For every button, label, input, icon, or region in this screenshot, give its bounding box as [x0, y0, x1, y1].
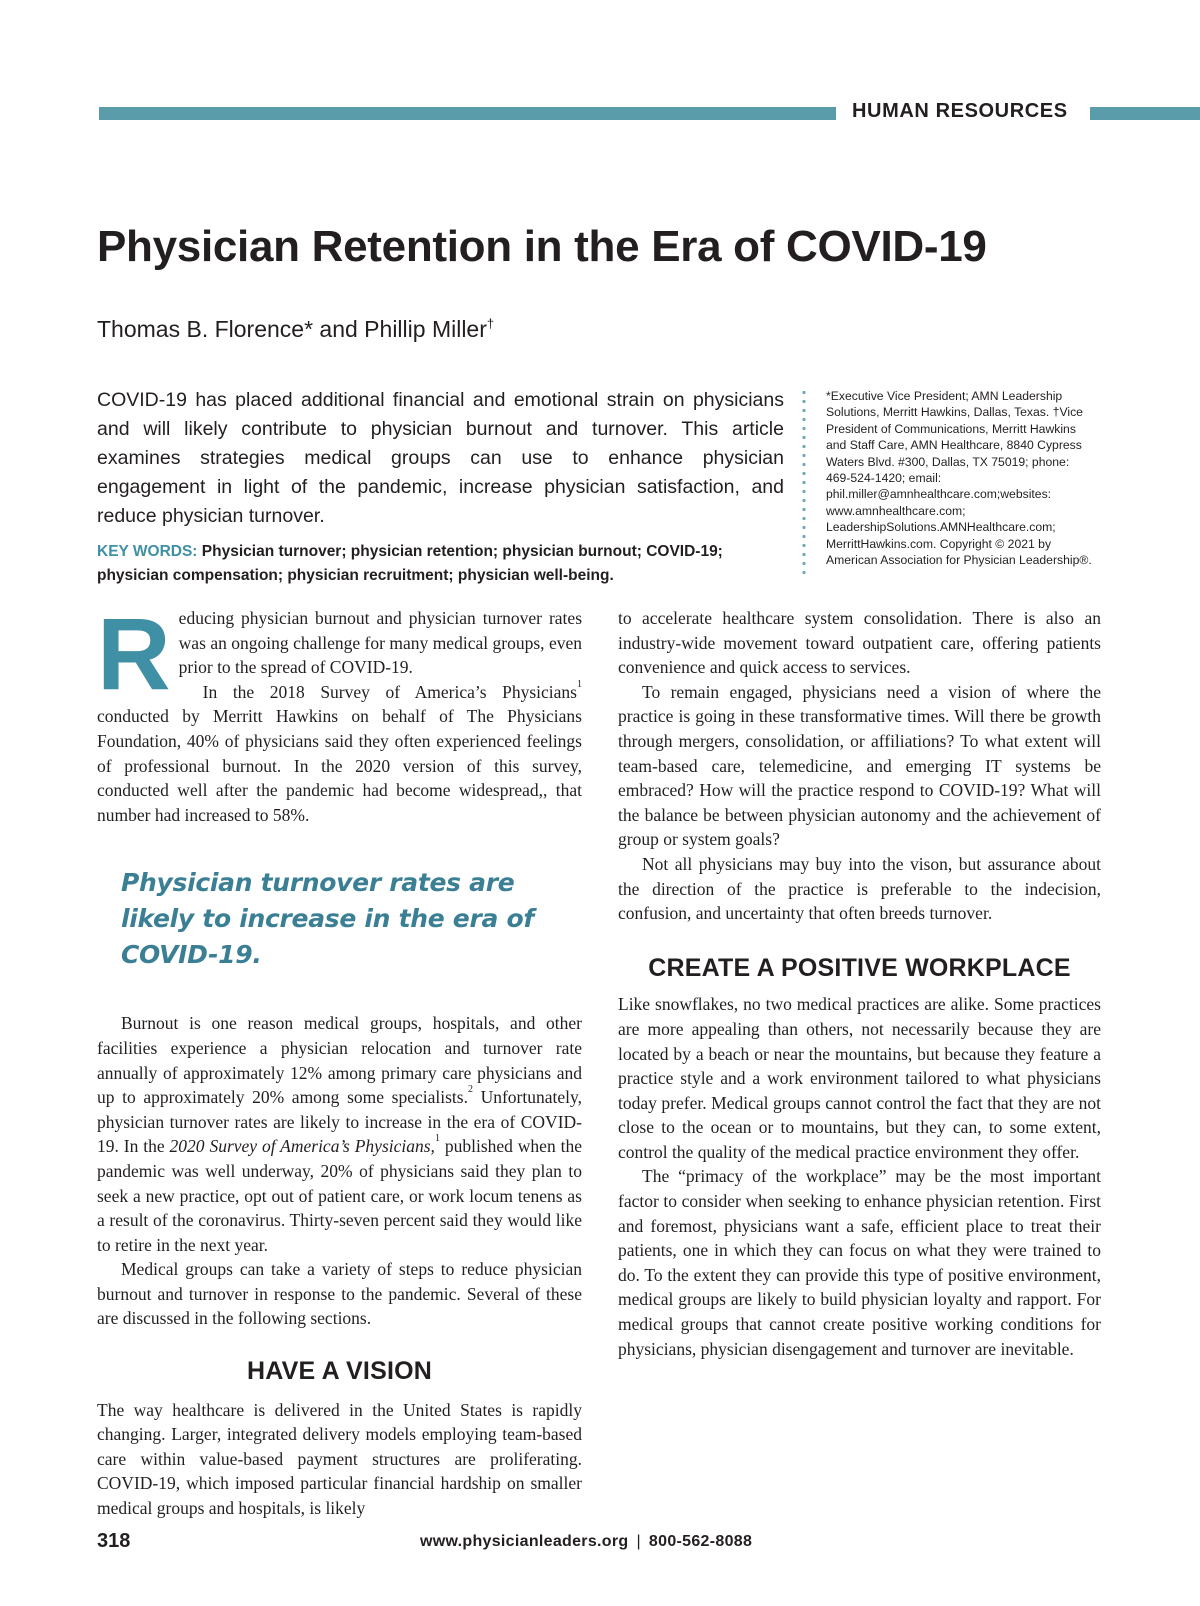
paragraph-consolidation: to accelerate healthcare system consolidation. There is also an industry-wide movement toward outpatient care, offering patients convenience and quick access to services. [618, 608, 1101, 678]
heading-create-positive-workplace: CREATE A POSITIVE WORKPLACE [648, 953, 1071, 982]
keywords [97, 540, 787, 588]
paragraph-turnover-text-c: published when the pandemic was well underway, 20% of physicians said they plan to seek a new practice, opt out of patient care, or work locum tenens as a result of the coronavirus. Thirty-seven percent said they would like to retire in the next year. [97, 1136, 582, 1255]
intro-text: educing physician burnout and physician turnover rates was an ongoing challenge for many medical groups, even prior to the spread of COVID-19. [178, 608, 582, 678]
paragraph-assurance: Not all physicians may buy into the vison, but assurance about the direction of the practice is preferable to the indecision, confusion, and uncertainty that often breeds turnover. [618, 853, 1101, 924]
paragraph-engagement: To remain engaged, physicians need a vision of where the practice is going in these transformative times. Will there be growth through mergers, consolidation, or affiliations? To what extent will team-based care, telemedicine, and emerging IT systems be embraced? How will the practice respond to COVID-19? What will the balance be between physician autonomy and the achievement of group or system goals? [618, 681, 1101, 850]
reference-marker: 1 [577, 678, 582, 690]
page-number: 318 [97, 1530, 131, 1552]
author-affiliations: *Executive Vice President; AMN Leadership Solutions, Merritt Hawkins, Dallas, Texas. †Vice President of Communications, Merritt Hawkins and Staff Care, AMN Healthcare, 8840 Cypress Waters Blvd. #300, Dallas, TX 75019; phone: 469-524-1420; email: phil.miller@amnhealthcare.com;websites: www.amnhealthcare.com; LeadershipSolutions.AMNHealthcare.com; MerrittHawkins.com. Copyright © 2021 by American Association for Physician Leadership®. [826, 389, 1092, 568]
paragraph-survey-text-a: In the 2018 Survey of America’s Physicians [202, 681, 577, 702]
survey-title-italic: 2020 Survey of America’s Physicians, [169, 1136, 435, 1157]
paragraph-snowflakes: Like snowflakes, no two medical practices are alike. Some practices are more appealing than others, not necessarily because they are located by a beach or near the mountains, but because they feature a practice style and a work environment tailored to what physicians today prefer. Medical groups cannot control the fact that they are not close to the ocean or to mountains, but they can, to some extent, control the quality of the medical practice environment they offer. [618, 994, 1101, 1162]
section-label: HUMAN RESOURCES [852, 100, 1068, 122]
article-abstract: COVID-19 has placed additional financial and emotional strain on physicians and will likely contribute to physician burnout and turnover. This article examines strategies medical groups can use to enhance physician engagement in light of the pandemic, increase physician satisfaction, and reduce physician turnover. [97, 389, 784, 527]
paragraph-steps: Medical groups can take a variety of steps to reduce physician burnout and turnover in response to the pandemic. Several of these are discussed in the following sections. [97, 1259, 582, 1329]
article-authors [97, 316, 494, 343]
paragraph-turnover-text-a: Burnout is one reason medical groups, hospitals, and other facilities experience a physician relocation and turnover rate annually of approximately 12% among primary care physicians and up to approximately 20% among some specialists. [97, 1013, 582, 1108]
dotted-divider [802, 388, 806, 578]
section-bar-left [99, 107, 836, 120]
author-names: Thomas B. Florence* and Phillip Miller [97, 316, 487, 342]
paragraph-primacy: The “primacy of the workplace” may be the most important factor to consider when seeking to enhance physician retention. First and foremost, physicians want a safe, efficient place to treat their patients, one in which they can focus on what they were trained to do. To the extent they can provide this type of positive environment, medical groups are likely to build physician loyalty and rapport. For medical groups that cannot create positive working conditions for physicians, physician disengagement and turnover are inevitable. [618, 1166, 1101, 1359]
article-title: Physician Retention in the Era of COVID-19 [97, 222, 987, 271]
footer-contact [420, 1533, 752, 1551]
paragraph-survey-text-b: conducted by Merritt Hawkins on behalf of The Physicians Foundation, 40% of physicians said they often experienced feelings of professional burnout. In the 2020 version of this survey, conducted well after the pandemic had become widespread,, that number had increased to 58%. [97, 706, 582, 825]
footer-phone: 800-562-8088 [648, 1533, 753, 1550]
drop-cap: R [97, 597, 171, 711]
footer-website: www.physicianleaders.org [420, 1533, 629, 1550]
reference-marker: 1 [434, 1133, 440, 1145]
left-column [97, 597, 582, 1521]
paragraph-turnover [97, 1011, 582, 1257]
heading-have-a-vision: HAVE A VISION [246, 1357, 433, 1386]
paragraph-turnover-text-b: Unfortunately, physician turnover rates are likely to increase in the era of COVID-19. In the [97, 1087, 582, 1157]
right-column [618, 606, 1101, 1361]
reference-marker: 2 [467, 1084, 473, 1096]
section-bar-right [1090, 107, 1200, 120]
author-dagger-mark: † [486, 316, 495, 331]
pull-quote: Physician turnover rates are likely to increase in the era of COVID-19. [121, 868, 534, 970]
footer-separator: | [636, 1533, 641, 1550]
keywords-label: KEY WORDS: [97, 543, 198, 560]
paragraph-vision: The way healthcare is delivered in the United States is rapidly changing. Larger, integrated delivery models employing team-based care within value-based payment structures are proliferating. COVID-19, which imposed particular financial hardship on smaller medical groups and hospitals, is likely [97, 1399, 582, 1519]
keywords-list: Physician turnover; physician retention; physician burnout; COVID-19; physician compensation; physician recruitment; physician well-being. [97, 543, 723, 584]
